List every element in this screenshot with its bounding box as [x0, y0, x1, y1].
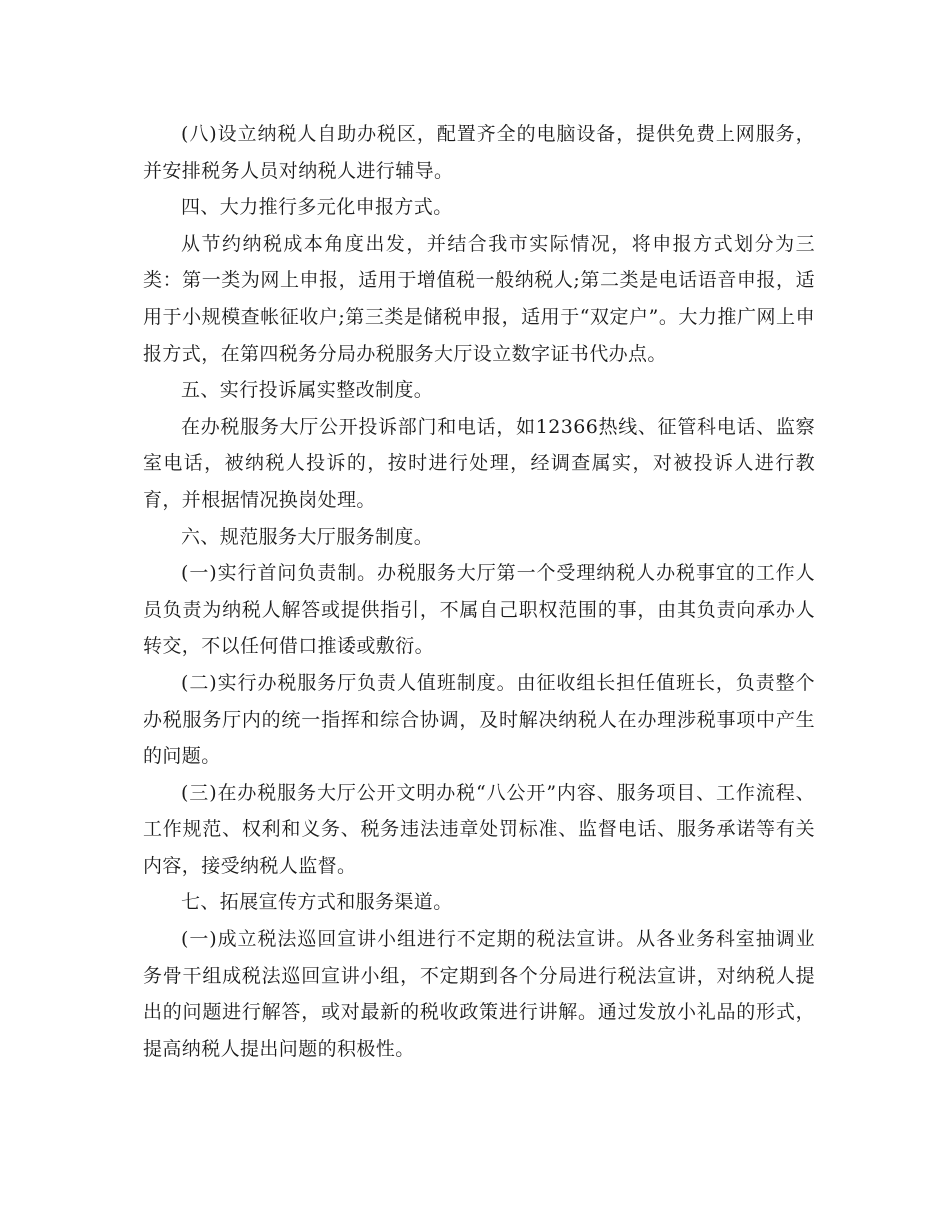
paragraph-duty-shift-system: (二)实行办税服务厅负责人值班制度。由征收组长担任值班长，负责整个办税服务厅内的统一指挥和综合协调，及时解决纳税人在办理涉税事项中产生的问题。 — [143, 671, 815, 768]
paragraph-eight-disclosures: (三)在办税服务大厅公开文明办税“八公开”内容、服务项目、工作流程、工作规范、权利和义务、税务违法违章处罚标准、监督电话、服务承诺等有关内容，接受纳税人监督。 — [143, 781, 815, 877]
heading-service-hall-rules: 六、规范服务大厅服务制度。 — [181, 525, 434, 548]
paragraph-tax-law-lecture-group: (一)成立税法巡回宣讲小组进行不定期的税法宣讲。从各业务科室抽调业务骨干组成税法巡回宣讲小组，不定期到各个分局进行税法宣讲，对纳税人提出的问题进行解答，或对最新的税收政策进行讲解。通过发放小礼品的形式，提高纳税人提出问题的积极性。 — [143, 928, 815, 1060]
heading-diversified-filing: 四、大力推行多元化申报方式。 — [181, 196, 453, 219]
document-body — [143, 116, 815, 1067]
heading-publicity-channels: 七、拓展宣传方式和服务渠道。 — [181, 891, 453, 914]
paragraph-filing-methods: 从节约纳税成本角度出发，并结合我市实际情况，将申报方式划分为三类：第一类为网上申报，适用于增值税一般纳税人;第二类是电话语音申报，适用于小规模查帐征收户;第三类是储税申报，适用于“双定户”。大力推广网上申报方式，在第四税务分局办税服务大厅设立数字证书代办点。 — [143, 232, 815, 365]
paragraph-self-service-area: (八)设立纳税人自助办税区，配置齐全的电脑设备，提供免费上网服务，并安排税务人员对纳税人进行辅导。 — [143, 123, 815, 182]
paragraph-complaint-handling: 在办税服务大厅公开投诉部门和电话，如12366热线、征管科电话、监察室电话，被纳税人投诉的，按时进行处理，经调查属实，对被投诉人进行教育，并根据情况换岗处理。 — [143, 415, 815, 511]
paragraph-first-inquiry-responsibility: (一)实行首问负责制。办税服务大厅第一个受理纳税人办税事宜的工作人员负责为纳税人解答或提供指引，不属自己职权范围的事，由其负责向承办人转交，不以任何借口推诿或敷衍。 — [143, 562, 815, 658]
heading-complaint-rectification: 五、实行投诉属实整改制度。 — [181, 379, 434, 402]
